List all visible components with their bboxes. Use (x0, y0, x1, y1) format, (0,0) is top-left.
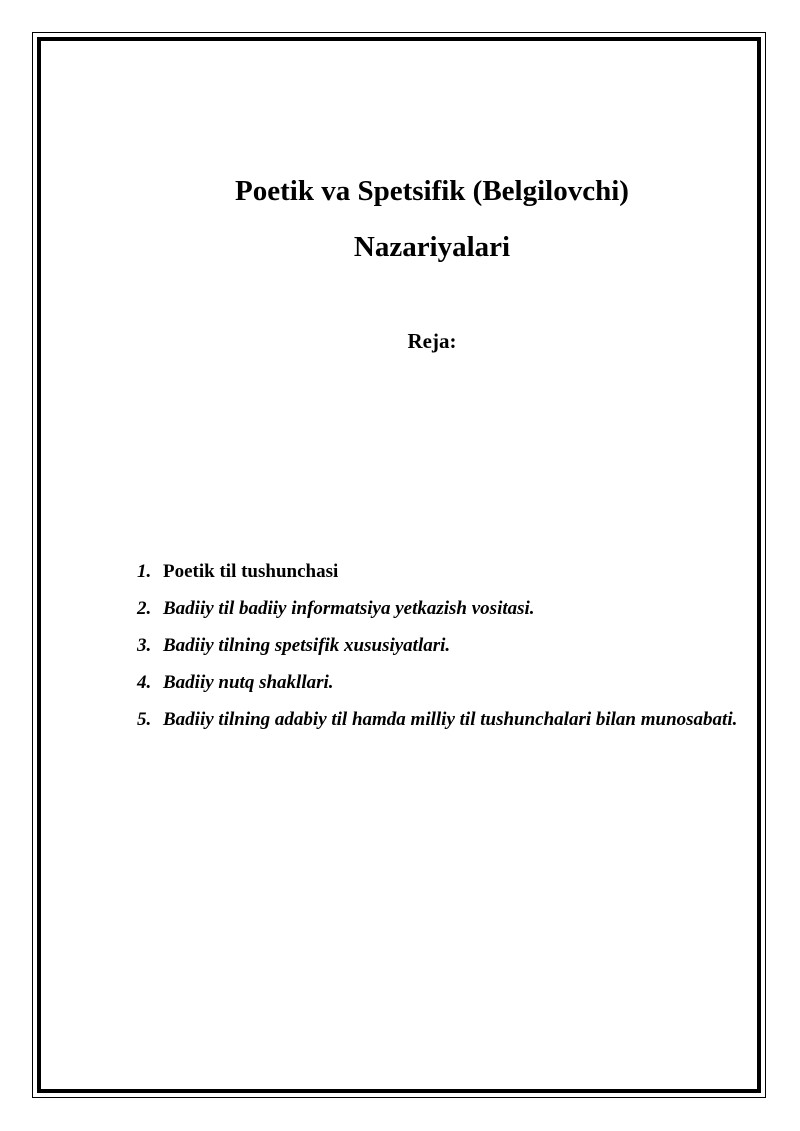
document-title-line-2: Nazariyalari (353, 231, 511, 263)
plan-item-text: Poetik til tushunchasi (163, 561, 339, 582)
plan-item-text: Badiiy tilning spetsifik xususiyatlari. (163, 635, 451, 656)
plan-item-text: Badiiy tilning adabiy til hamda milliy til tushunchalari bilan munosabati. (163, 709, 738, 730)
plan-list (137, 553, 742, 738)
plan-item-number: 5. (137, 709, 152, 730)
document-title-line-1: Poetik va Spetsifik (Belgilovchi) (235, 175, 629, 207)
plan-item-number: 1. (137, 561, 152, 582)
plan-item-number: 3. (137, 635, 152, 656)
plan-item-text: Badiiy nutq shakllari. (163, 672, 334, 693)
plan-item (137, 701, 742, 738)
plan-item-text: Badiiy til badiiy informatsiya yetkazish vositasi. (163, 598, 535, 619)
plan-item (137, 664, 742, 701)
plan-item (137, 553, 742, 590)
plan-item-number: 4. (137, 672, 152, 693)
plan-item-number: 2. (137, 598, 152, 619)
plan-heading: Reja: (407, 329, 457, 353)
plan-item (137, 627, 742, 664)
plan-item (137, 590, 742, 627)
